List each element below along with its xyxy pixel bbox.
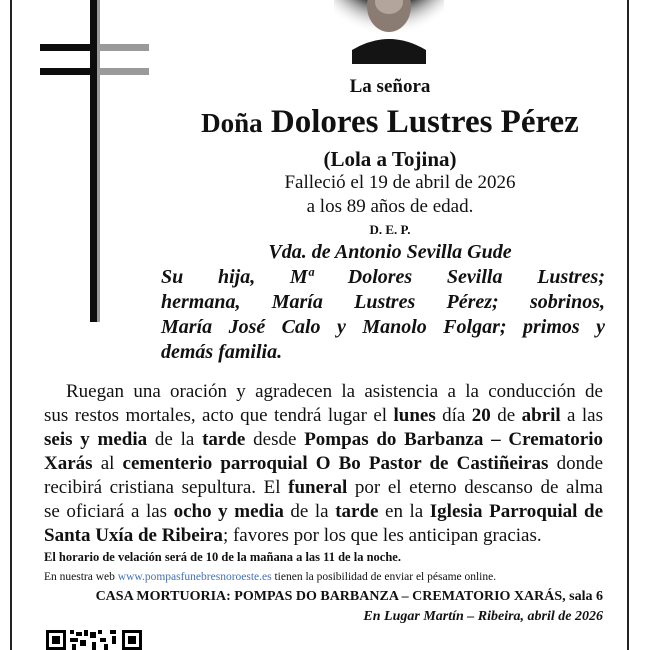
cross-bar-upper-left: [40, 44, 90, 51]
widow-of: Vda. de Antonio Sevilla Gude: [268, 241, 512, 263]
family-line: Su hija, Mª Dolores Sevilla Lustres;: [161, 266, 605, 288]
body-line: Xarás al cementerio parroquial O Bo Pastor de Castiñeiras donde: [44, 453, 603, 474]
day-number: 20: [471, 405, 491, 426]
body-line: Ruegan una oración y agradecen la asistencia a la conducción de: [66, 381, 603, 402]
right-frame-line: [627, 0, 629, 650]
full-name: Dolores Lustres Pérez: [270, 104, 579, 140]
mass-period: tarde: [335, 501, 379, 522]
web-notice: En nuestra web www.pompasfunebresnoroeste.es tienen la posibilidad de enviar el pésame online.: [44, 571, 497, 583]
church-name-end: Santa Uxía de Ribeira: [44, 525, 223, 546]
funeral-home-info: CASA MORTUORIA: POMPAS DO BARBANZA – CREMATORIO XARÁS, sala 6: [95, 589, 603, 604]
mass-time: ocho y media: [173, 501, 284, 522]
age: a los 89 años de edad.: [306, 196, 474, 217]
death-date: Falleció el 19 de abril de 2026: [284, 172, 516, 193]
month: abril: [521, 405, 561, 426]
left-frame-line: [10, 0, 12, 650]
portrait-photo: [334, 0, 444, 64]
deceased-name: [150, 104, 630, 141]
cemetery-name: cementerio parroquial O Bo Pastor de Castiñeiras: [122, 453, 549, 474]
family-line: hermana, María Lustres Pérez; sobrinos,: [161, 291, 605, 313]
body-line: Santa Uxía de Ribeira; favores por los que les anticipan gracias.: [44, 525, 542, 546]
nickname: (Lola a Tojina): [323, 147, 457, 171]
church-name: Iglesia Parroquial de: [429, 501, 603, 522]
weekday: lunes: [393, 405, 436, 426]
funeral-word: funeral: [288, 477, 348, 498]
funeral-home-name-end: Xarás: [44, 453, 93, 474]
body-line: se oficiará a las ocho y media de la tarde en la Iglesia Parroquial de: [44, 501, 603, 522]
cross-bar-upper-right: [100, 44, 149, 51]
name-prefix: Doña: [201, 108, 263, 138]
cross-vertical-beam: [90, 0, 97, 322]
body-line: seis y media de la tarde desde Pompas do Barbanza – Crematorio: [44, 429, 604, 450]
funeral-home-name: Pompas do Barbanza – Crematorio: [304, 429, 604, 450]
cross-bar-lower-right: [100, 68, 149, 75]
website-link[interactable]: www.pompasfunebresnoroeste.es: [117, 571, 272, 583]
place-and-date: En Lugar Martín – Ribeira, abril de 2026: [363, 609, 603, 624]
vigil-hours: El horario de velación será de 10 de la mañana a las 11 de la noche.: [44, 550, 401, 564]
family-line: demás familia.: [161, 341, 283, 363]
procession-time: seis y media: [44, 429, 148, 450]
body-line: sus restos mortales, acto que tendrá lugar el lunes día 20 de abril a las: [44, 405, 604, 426]
procession-period: tarde: [202, 429, 246, 450]
family-line: María José Calo y Manolo Folgar; primos y: [161, 316, 605, 338]
body-line: recibirá cristiana sepultura. El funeral por el eterno descanso de alma: [44, 477, 603, 498]
qr-code-icon: [46, 630, 142, 650]
dep-abbreviation: D. E. P.: [369, 222, 411, 237]
cross-bar-lower-left: [40, 68, 90, 75]
intro-text: La señora: [349, 76, 431, 97]
